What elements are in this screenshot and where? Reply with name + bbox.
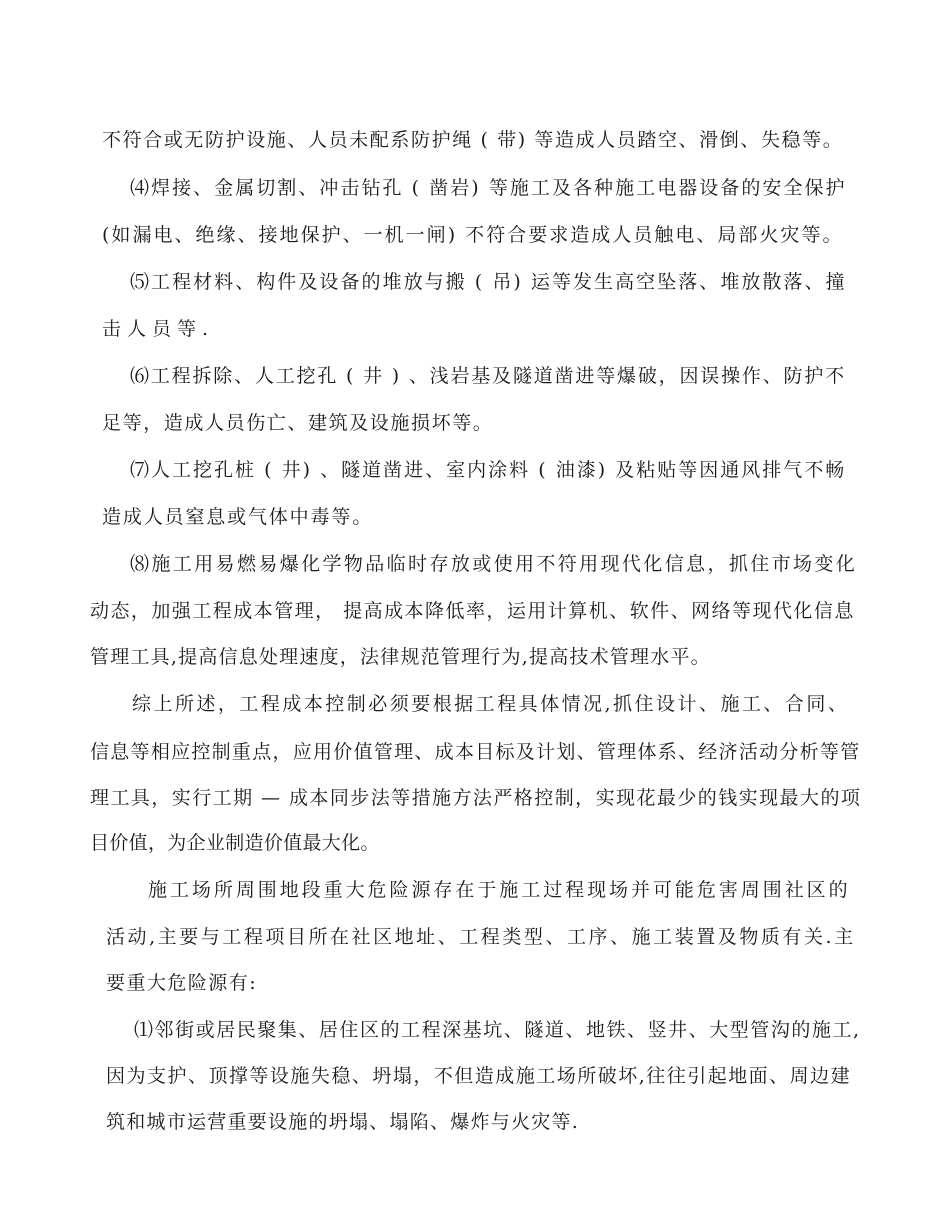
text-line: 综上所述，工程成本控制必须要根据工程具体情况,抓住设计、施工、合同、: [132, 693, 850, 715]
text-line: 管理工具,提高信息处理速度，法律规范管理行为,提高技术管理水平。: [90, 646, 711, 668]
text-line: ⑸工程材料、构件及设备的堆放与搬 ( 吊) 运等发生高空坠落、堆放散落、撞: [130, 271, 847, 293]
text-line: 目价值，为企业制造价值最大化。: [90, 832, 380, 854]
text-line: 足等，造成人员伤亡、建筑及设施损坏等。: [102, 412, 494, 434]
text-line: 筑和城市运营重要设施的坍塌、塌陷、爆炸与火灾等.: [106, 1111, 580, 1133]
text-line: 要重大危险源有:: [106, 972, 258, 994]
text-line: ⑷焊接、金属切割、冲击钻孔 ( 凿岩) 等施工及各种施工电器设备的安全保护: [130, 177, 847, 199]
text-line: ⑺人工挖孔桩 ( 井) 、隧道凿进、室内涂料 ( 油漆) 及粘贴等因通风排气不畅: [130, 459, 847, 481]
text-line: 击人员等.: [102, 318, 215, 340]
text-line: ⑻施工用易燃易爆化学物品临时存放或使用不符用现代化信息，抓住市场变化: [130, 553, 858, 575]
text-line: 施工场所周围地段重大危险源存在于施工过程现场并可能危害周围社区的: [148, 879, 851, 901]
text-line: 不符合或无防护设施、人员未配系防护绳 ( 带) 等造成人员踏空、滑倒、失稳等。: [102, 129, 844, 151]
text-line: ⑹工程拆除、人工挖孔 ( 井 ) 、浅岩基及隧道凿进等爆破，因误操作、防护不: [130, 365, 847, 387]
text-line: 信息等相应控制重点，应用价值管理、成本目标及计划、管理体系、经济活动分析等管: [90, 741, 861, 763]
text-line: ⑴邻街或居民聚集、居住区的工程深基坑、隧道、地铁、竖井、大型管沟的施工,: [134, 1019, 861, 1041]
text-line: 活动,主要与工程项目所在社区地址、工程类型、工序、施工装置及物质有关.主: [106, 926, 856, 948]
text-line: 理工具，实行工期 — 成本同步法等措施方法严格控制，实现花最少的钱实现最大的项: [90, 787, 862, 809]
text-line: 因为支护、顶撑等设施失稳、坍塌，不但造成施工场所破坏,往往引起地面、周边建: [106, 1065, 852, 1087]
text-line: (如漏电、绝缘、接地保护、一机一闸) 不符合要求造成人员触电、局部火灾等。: [102, 224, 844, 246]
text-line: 动态，加强工程成本管理， 提高成本降低率，运用计算机、软件、网络等现代化信息: [90, 600, 855, 622]
text-line: 造成人员窒息或气体中毒等。: [102, 506, 374, 528]
